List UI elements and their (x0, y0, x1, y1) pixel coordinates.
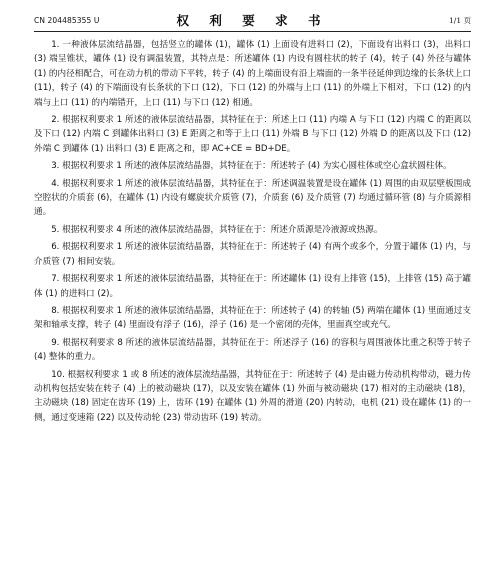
claim-6: 6. 根据权利要求 1 所述的液体层流结晶器，其特征在于：所述转子 (4) 有两个或多个，分置于罐体 (1) 内，与介质管 (7) 相间安装。 (34, 242, 471, 267)
page-header (34, 10, 471, 30)
header-divider (34, 31, 471, 32)
claim-2: 2. 根据权利要求 1 所述的液体层流结晶器，其特征在于：所述上口 (11) 内端 A 与下口 (12) 内端 C 的距离以及下口 (12) 内端 C 到罐体出料口 (3) E 距离之和等于上口 (11) 外端 B 与下口 (12) 外端 D 的距离以及下口 (12) 外端 C 到罐体 (1) 出料口 (3) E 距离之和，即 AC+CE = BD+DE。 (34, 115, 471, 154)
page-number: 1/1 页 (449, 15, 471, 25)
claim-9: 9. 根据权利要求 8 所述的液体层流结晶器，其特征在于：所述浮子 (16) 的容积与周围液体比重之积等于转子 (4) 整体的重力。 (34, 337, 471, 363)
publication-number: CN 204485355 U (34, 15, 100, 25)
document-title: 权 利 要 求 书 (176, 13, 329, 28)
claim-3: 3. 根据权利要求 1 所述的液体层流结晶器，其特征在于：所述转子 (4) 为实心圆柱体或空心盒状圆柱体。 (51, 161, 452, 172)
claim-4: 4. 根据权利要求 1 所述的液体层流结晶器，其特征在于：所述调温装置是设在罐体 (1) 周围的由双层壁板围成空腔状的介质套 (6)，在罐体 (1) 内设有螺旋状介质管 (7)，介质套 (6) 及介质管 (7) 均通过循环管 (8) 与介质源相通。 (34, 178, 471, 218)
claims-list (34, 38, 471, 428)
claim-7: 7. 根据权利要求 1 所述的液体层流结晶器，其特征在于：所述罐体 (1) 设有上排管 (15)，上排管 (15) 高于罐体 (1) 的进料口 (2)。 (34, 274, 471, 299)
claim-1: 1. 一种液体层流结晶器，包括竖立的罐体 (1)，罐体 (1) 上面设有进料口 (2)，下面设有出料口 (3)，出料口 (3) 端呈锥状，罐体 (1) 设有调温装置，其特点是：所述罐体 (1) 内设有圆柱状的转子 (4)，转子 (4) 外径与罐体 (1) 的内径相配合，可在动力机的带动下平转，转子 (4) 的上端面设有沿上端面的一条半径延伸到边缘的长条状上口 (11)，转子 (4) 的下端面设有长条状的下口 (12)，下口 (12) 的外端与上口 (11) 的外端上下相对，下口 (12) 的内端与上口 (11) 的内端错开，上口 (11) 与下口 (12) 相通。 (34, 40, 471, 108)
claim-8: 8. 根据权利要求 1 所述的液体层流结晶器，其特征在于：所述转子 (4) 的转轴 (5) 两端在罐体 (1) 里面通过支架和轴承支撑，转子 (4) 里面设有浮子 (16)，浮子 (16) 是一个密闭的壳体，里面真空或充气。 (34, 305, 471, 331)
claim-5: 5. 根据权利要求 4 所述的液体层流结晶器，其特征在于：所述介质源是冷液源或热源。 (51, 224, 383, 235)
claim-10: 10. 根据权利要求 1 或 8 所述的液体层流结晶器，其特征在于：所述转子 (4) 是由磁力传动机构带动，磁力传动机构包括安装在转子 (4) 上的被动磁块 (17)，以及安装在罐体 (1) 外面与被动磁块 (17) 相对的主动磁块 (18)，主动磁块 (18) 固定在齿环 (19) 上，齿环 (19) 在罐体 (1) 外周的滑道 (20) 内转动，电机 (21) 设在罐体 (1) 的一侧，通过变速箱 (22) 以及传动轮 (23) 带动齿环 (19) 转动。 (34, 369, 471, 423)
